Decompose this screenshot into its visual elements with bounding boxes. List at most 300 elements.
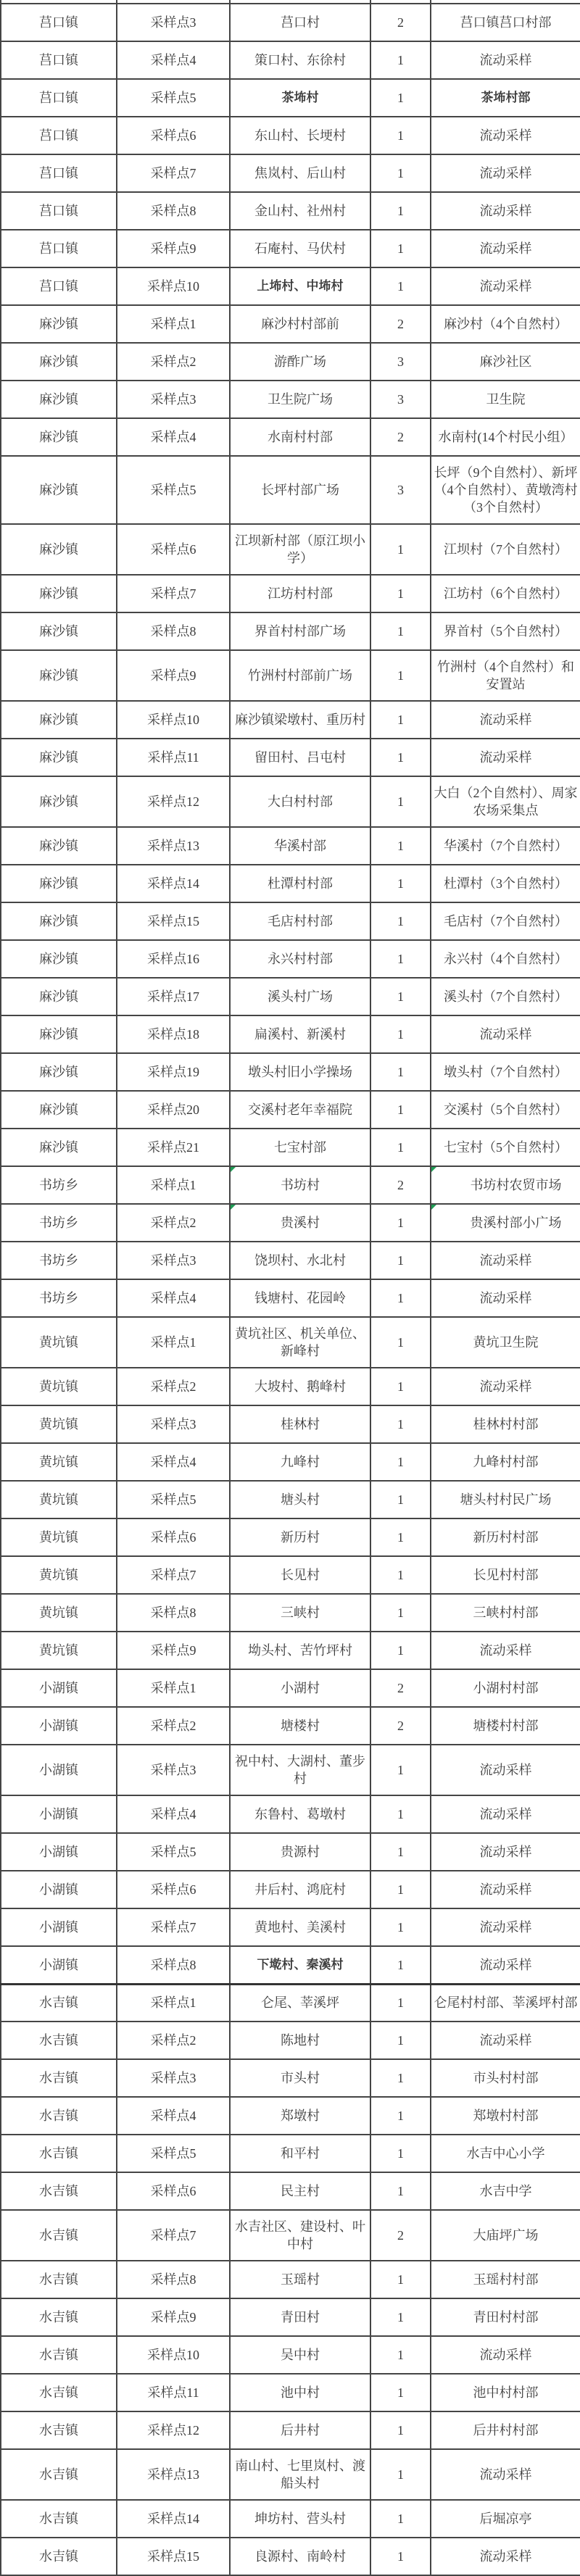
cell-villages: 良源村、南岭村 [230,2538,370,2575]
cell-sampling-point: 采样点4 [117,41,230,79]
cell-count: 1 [370,2298,431,2336]
cell-villages: 市头村 [230,2059,370,2097]
cell-count: 1 [370,117,431,154]
cell-town: 水吉镇 [1,2210,117,2261]
cell-count: 1 [370,2500,431,2538]
cell-villages: 策口村、东徐村 [230,41,370,79]
cell-sampling-location: 流动采样 [431,1279,580,1317]
cell-sampling-location: 流动采样 [431,1242,580,1279]
cell-sampling-location: 小湖村村部 [431,1669,580,1707]
table-row [1,79,580,117]
cell-count: 1 [370,524,431,575]
cell-count: 1 [370,267,431,305]
cell-sampling-point: 采样点5 [117,2135,230,2172]
cell-sampling-location: 书坊村农贸市场 [431,1166,580,1204]
cell-sampling-point: 采样点9 [117,2298,230,2336]
table-row [1,1166,580,1204]
cell-sampling-point: 采样点4 [117,1443,230,1481]
cell-count: 1 [370,575,431,612]
cell-count: 3 [370,381,431,418]
table-row [1,1707,580,1745]
cell-sampling-point: 采样点11 [117,2374,230,2411]
table-row [1,902,580,940]
cell-count: 1 [370,1242,431,1279]
cell-villages: 书坊村 [230,1166,370,1204]
cell-count: 3 [370,343,431,381]
table-row [1,41,580,79]
cell-town: 麻沙镇 [1,978,117,1015]
cell-sampling-point: 采样点5 [117,1481,230,1518]
cell-town: 麻沙镇 [1,902,117,940]
cell-sampling-location: 流动采样 [431,2449,580,2500]
cell-town: 水吉镇 [1,2500,117,2538]
cell-sampling-point: 采样点9 [117,230,230,267]
cell-town: 莒口镇 [1,230,117,267]
table-row [1,1594,580,1632]
cell-count: 2 [370,1669,431,1707]
cell-sampling-location: 竹洲村（4个自然村）和安置站 [431,650,580,701]
table-row [1,2500,580,2538]
cell-sampling-location: 流动采样 [431,1908,580,1946]
cell-villages: 饶坝村、水北村 [230,1242,370,1279]
cell-count: 3 [370,456,431,524]
cell-sampling-location: 流动采样 [431,701,580,739]
cell-sampling-location: 流动采样 [431,267,580,305]
cell-sampling-location: 流动采样 [431,2538,580,2575]
cell-sampling-point: 采样点5 [117,1833,230,1871]
cell-sampling-location: 流动采样 [431,41,580,79]
cell-town: 水吉镇 [1,2411,117,2449]
cell-sampling-point: 采样点6 [117,1871,230,1908]
cell-town: 黄坑镇 [1,1405,117,1443]
cell-villages: 后井村 [230,2411,370,2449]
cell-sampling-point: 采样点9 [117,1632,230,1669]
cell-sampling-point: 采样点3 [117,1745,230,1795]
cell-town: 水吉镇 [1,1984,117,2022]
table-row [1,2411,580,2449]
table-row [1,154,580,192]
table-row [1,1015,580,1053]
table-row [1,701,580,739]
cell-sampling-location: 流动采样 [431,739,580,776]
cell-town: 麻沙镇 [1,1129,117,1166]
cell-sampling-point: 采样点19 [117,1053,230,1091]
cell-sampling-location: 水南村(14个村民小组） [431,418,580,456]
cell-sampling-location: 流动采样 [431,1833,580,1871]
cell-sampling-location: 黄坑卫生院 [431,1317,580,1368]
cell-villages: 金山村、社州村 [230,192,370,230]
cell-town: 麻沙镇 [1,612,117,650]
cell-sampling-location: 永兴村（4个自然村） [431,940,580,978]
table-row [1,2449,580,2500]
cell-villages: 大白村村部 [230,776,370,827]
cell-sampling-point: 采样点6 [117,117,230,154]
cell-sampling-point: 采样点8 [117,612,230,650]
table-row [1,1556,580,1594]
cell-town: 莒口镇 [1,79,117,117]
table-row [1,2059,580,2097]
cell-sampling-point: 采样点8 [117,192,230,230]
cell-town: 麻沙镇 [1,343,117,381]
cell-villages: 杜潭村村部 [230,865,370,902]
cell-sampling-location: 桂林村村部 [431,1405,580,1443]
cell-sampling-location: 长见村村部 [431,1556,580,1594]
cell-count: 1 [370,2135,431,2172]
cell-town: 麻沙镇 [1,305,117,343]
cell-villages: 下墘村、秦溪村 [230,1946,370,1984]
cell-sampling-point: 采样点4 [117,1795,230,1833]
table-row [1,978,580,1015]
cell-sampling-point: 采样点20 [117,1091,230,1129]
cell-sampling-point: 采样点1 [117,1984,230,2022]
cell-count: 1 [370,2336,431,2374]
cell-sampling-location: 茶㘵村部 [431,79,580,117]
cell-count: 1 [370,1795,431,1833]
cell-sampling-point: 采样点2 [117,343,230,381]
cell-town: 黄坑镇 [1,1481,117,1518]
cell-count: 1 [370,41,431,79]
table-row [1,343,580,381]
cell-sampling-location: 流动采样 [431,154,580,192]
cell-villages: 江坝新村部（原江坝小学） [230,524,370,575]
cell-sampling-location: 后堀凉亭 [431,2500,580,2538]
cell-villages: 九峰村 [230,1443,370,1481]
cell-sampling-location: 九峰村村部 [431,1443,580,1481]
table-row [1,1053,580,1091]
cell-town: 麻沙镇 [1,456,117,524]
cell-town: 麻沙镇 [1,940,117,978]
table-row [1,1317,580,1368]
table-row [1,739,580,776]
cell-sampling-point: 采样点4 [117,2097,230,2135]
cell-villages: 小湖村 [230,1669,370,1707]
cell-count: 1 [370,1984,431,2022]
cell-villages: 永兴村村部 [230,940,370,978]
cell-villages: 焦岚村、后山村 [230,154,370,192]
table-row [1,2022,580,2059]
cell-count: 1 [370,701,431,739]
cell-sampling-point: 采样点13 [117,827,230,865]
cell-town: 小湖镇 [1,1745,117,1795]
cell-sampling-location: 麻沙村（4个自然村） [431,305,580,343]
table-row [1,4,580,41]
cell-sampling-point: 采样点12 [117,776,230,827]
cell-town: 莒口镇 [1,267,117,305]
cell-town: 麻沙镇 [1,739,117,776]
cell-sampling-location: 郑墩村村部 [431,2097,580,2135]
cell-town: 莒口镇 [1,41,117,79]
cell-sampling-point: 采样点4 [117,1279,230,1317]
cell-villages: 塘楼村 [230,1707,370,1745]
cell-count: 2 [370,4,431,41]
cell-sampling-point: 采样点3 [117,4,230,41]
cell-sampling-location: 流动采样 [431,1946,580,1984]
cell-sampling-point: 采样点2 [117,1204,230,1242]
cell-town: 小湖镇 [1,1707,117,1745]
cell-count: 1 [370,1053,431,1091]
cell-villages: 江坊村村部 [230,575,370,612]
cell-count: 1 [370,1908,431,1946]
cell-count: 1 [370,612,431,650]
cell-town: 水吉镇 [1,2135,117,2172]
cell-count: 1 [370,776,431,827]
cell-town: 小湖镇 [1,1833,117,1871]
cell-sampling-location: 江坝村（7个自然村） [431,524,580,575]
cell-villages: 塘头村 [230,1481,370,1518]
table-row [1,2374,580,2411]
cell-villages: 石庵村、马伏村 [230,230,370,267]
cell-count: 2 [370,418,431,456]
cell-sampling-point: 采样点14 [117,865,230,902]
cell-count: 1 [370,1556,431,1594]
cell-sampling-point: 采样点4 [117,418,230,456]
cell-sampling-location: 流动采样 [431,1632,580,1669]
table-row [1,2172,580,2210]
cell-count: 1 [370,1091,431,1129]
cell-town: 黄坑镇 [1,1594,117,1632]
table-row [1,1984,580,2022]
cell-count: 1 [370,1833,431,1871]
cell-count: 1 [370,1745,431,1795]
cell-villages: 大坡村、鹅峰村 [230,1368,370,1405]
table-row [1,1745,580,1795]
cell-sampling-point: 采样点7 [117,2210,230,2261]
table-row [1,865,580,902]
cell-sampling-point: 采样点15 [117,2538,230,2575]
table-row [1,1669,580,1707]
table-row [1,117,580,154]
cell-count: 1 [370,1405,431,1443]
cell-sampling-point: 采样点10 [117,701,230,739]
table-row [1,1908,580,1946]
cell-town: 黄坑镇 [1,1632,117,1669]
cell-count: 1 [370,650,431,701]
table-row [1,418,580,456]
cell-town: 水吉镇 [1,2298,117,2336]
table-row [1,1091,580,1129]
cell-villages: 黄地村、美溪村 [230,1908,370,1946]
table-row [1,305,580,343]
table-row [1,776,580,827]
cell-town: 麻沙镇 [1,650,117,701]
cell-villages: 陈地村 [230,2022,370,2059]
cell-villages: 长见村 [230,1556,370,1594]
cell-sampling-point: 采样点21 [117,1129,230,1166]
cell-sampling-point: 采样点11 [117,739,230,776]
cell-villages: 新历村 [230,1518,370,1556]
cell-villages: 留田村、吕屯村 [230,739,370,776]
table-row [1,1443,580,1481]
cell-count: 1 [370,1129,431,1166]
cell-count: 1 [370,2097,431,2135]
cell-town: 书坊乡 [1,1204,117,1242]
cell-town: 莒口镇 [1,117,117,154]
table-row [1,1946,580,1984]
cell-town: 麻沙镇 [1,381,117,418]
cell-count: 1 [370,1518,431,1556]
cell-sampling-point: 采样点7 [117,575,230,612]
cell-sampling-location: 江坊村（6个自然村） [431,575,580,612]
cell-town: 水吉镇 [1,2261,117,2298]
cell-villages: 卫生院广场 [230,381,370,418]
cell-sampling-location: 水吉中学 [431,2172,580,2210]
cell-town: 黄坑镇 [1,1518,117,1556]
cell-count: 2 [370,305,431,343]
cell-sampling-location: 流动采样 [431,1795,580,1833]
cell-villages: 东鲁村、葛墩村 [230,1795,370,1833]
cell-sampling-location: 墩头村（7个自然村） [431,1053,580,1091]
cell-town: 麻沙镇 [1,701,117,739]
cell-sampling-location: 卫生院 [431,381,580,418]
cell-count: 1 [370,1368,431,1405]
cell-sampling-point: 采样点5 [117,79,230,117]
cell-sampling-location: 青田村村部 [431,2298,580,2336]
cell-sampling-location: 溪头村（7个自然村） [431,978,580,1015]
cell-town: 书坊乡 [1,1242,117,1279]
cell-sampling-point: 采样点10 [117,2336,230,2374]
cell-sampling-point: 采样点5 [117,456,230,524]
cell-sampling-location: 塘楼村村部 [431,1707,580,1745]
cell-count: 1 [370,1946,431,1984]
cell-villages: 仑尾、莘溪坪 [230,1984,370,2022]
cell-sampling-location: 流动采样 [431,230,580,267]
cell-sampling-location: 后井村村部 [431,2411,580,2449]
cell-sampling-point: 采样点14 [117,2500,230,2538]
cell-sampling-location: 界首村（5个自然村） [431,612,580,650]
cell-sampling-point: 采样点15 [117,902,230,940]
cell-count: 1 [370,2172,431,2210]
cell-town: 麻沙镇 [1,418,117,456]
cell-villages: 交溪村老年幸福院 [230,1091,370,1129]
cell-town: 麻沙镇 [1,575,117,612]
cell-town: 麻沙镇 [1,1091,117,1129]
cell-count: 1 [370,230,431,267]
cell-sampling-point: 采样点1 [117,1166,230,1204]
cell-count: 1 [370,865,431,902]
cell-sampling-point: 采样点1 [117,1669,230,1707]
table-row [1,381,580,418]
cell-count: 1 [370,79,431,117]
cell-town: 水吉镇 [1,2538,117,2575]
cell-count: 1 [370,1317,431,1368]
cell-town: 书坊乡 [1,1166,117,1204]
cell-sampling-location: 毛店村（7个自然村） [431,902,580,940]
cell-town: 麻沙镇 [1,524,117,575]
cell-sampling-point: 采样点8 [117,1946,230,1984]
cell-villages: 东山村、长埂村 [230,117,370,154]
cell-villages: 池中村 [230,2374,370,2411]
cell-count: 1 [370,1015,431,1053]
cell-sampling-point: 采样点2 [117,2022,230,2059]
cell-town: 莒口镇 [1,154,117,192]
table-row [1,2261,580,2298]
cell-sampling-location: 新历村村部 [431,1518,580,1556]
table-row [1,1795,580,1833]
cell-count: 1 [370,902,431,940]
cell-sampling-location: 麻沙社区 [431,343,580,381]
cell-sampling-point: 采样点8 [117,1594,230,1632]
cell-sampling-point: 采样点9 [117,650,230,701]
cell-count: 1 [370,2022,431,2059]
cell-town: 莒口镇 [1,192,117,230]
cell-villages: 水南村村部 [230,418,370,456]
cell-sampling-location: 七宝村（5个自然村） [431,1129,580,1166]
cell-villages: 麻沙镇梁墩村、重历村 [230,701,370,739]
cell-town: 水吉镇 [1,2449,117,2500]
cell-town: 麻沙镇 [1,1015,117,1053]
cell-town: 莒口镇 [1,4,117,41]
cell-sampling-location: 长坪（9个自然村）、新坪（4个自然村）、黄墩湾村（3个自然村） [431,456,580,524]
cell-sampling-point: 采样点16 [117,940,230,978]
cell-sampling-location: 玉瑶村村部 [431,2261,580,2298]
cell-villages: 茶㘵村 [230,79,370,117]
cell-town: 书坊乡 [1,1279,117,1317]
cell-sampling-point: 采样点6 [117,1518,230,1556]
cell-count: 1 [370,940,431,978]
cell-count: 1 [370,1443,431,1481]
cell-count: 1 [370,2411,431,2449]
table-row [1,827,580,865]
table-row [1,1405,580,1443]
cell-villages: 墩头村旧小学操场 [230,1053,370,1091]
cell-town: 黄坑镇 [1,1443,117,1481]
cell-villages: 民主村 [230,2172,370,2210]
table-row [1,2336,580,2374]
cell-sampling-point: 采样点17 [117,978,230,1015]
cell-town: 麻沙镇 [1,1053,117,1091]
cell-sampling-location: 大白（2个自然村）、周家农场采集点 [431,776,580,827]
table-row [1,650,580,701]
cell-count: 1 [370,1871,431,1908]
cell-sampling-location: 流动采样 [431,1745,580,1795]
cell-sampling-point: 采样点7 [117,1556,230,1594]
cell-sampling-point: 采样点3 [117,381,230,418]
cell-sampling-point: 采样点3 [117,1242,230,1279]
cell-count: 1 [370,1279,431,1317]
cell-count: 1 [370,739,431,776]
cell-villages: 华溪村部 [230,827,370,865]
cell-sampling-location: 水吉中心小学 [431,2135,580,2172]
cell-town: 小湖镇 [1,1871,117,1908]
cell-villages: 莒口村 [230,4,370,41]
cell-villages: 长坪村部广场 [230,456,370,524]
cell-sampling-point: 采样点6 [117,2172,230,2210]
cell-count: 1 [370,2059,431,2097]
cell-sampling-location: 流动采样 [431,2336,580,2374]
cell-count: 2 [370,1166,431,1204]
cell-count: 1 [370,1594,431,1632]
cell-villages: 水吉社区、建设村、叶中村 [230,2210,370,2261]
cell-town: 水吉镇 [1,2374,117,2411]
table-row [1,940,580,978]
cell-town: 麻沙镇 [1,776,117,827]
cell-count: 1 [370,2374,431,2411]
cell-sampling-point: 采样点7 [117,154,230,192]
cell-count: 1 [370,1481,431,1518]
cell-sampling-point: 采样点8 [117,2261,230,2298]
cell-villages: 毛店村村部 [230,902,370,940]
cell-sampling-location: 流动采样 [431,2022,580,2059]
cell-sampling-location: 流动采样 [431,1015,580,1053]
cell-town: 水吉镇 [1,2097,117,2135]
cell-count: 2 [370,1707,431,1745]
cell-villages: 坳头村、苦竹坪村 [230,1632,370,1669]
cell-sampling-point: 采样点3 [117,1405,230,1443]
cell-sampling-location: 大庙坪广场 [431,2210,580,2261]
cell-count: 2 [370,2210,431,2261]
cell-sampling-location: 流动采样 [431,1368,580,1405]
cell-villages: 竹洲村村部前广场 [230,650,370,701]
